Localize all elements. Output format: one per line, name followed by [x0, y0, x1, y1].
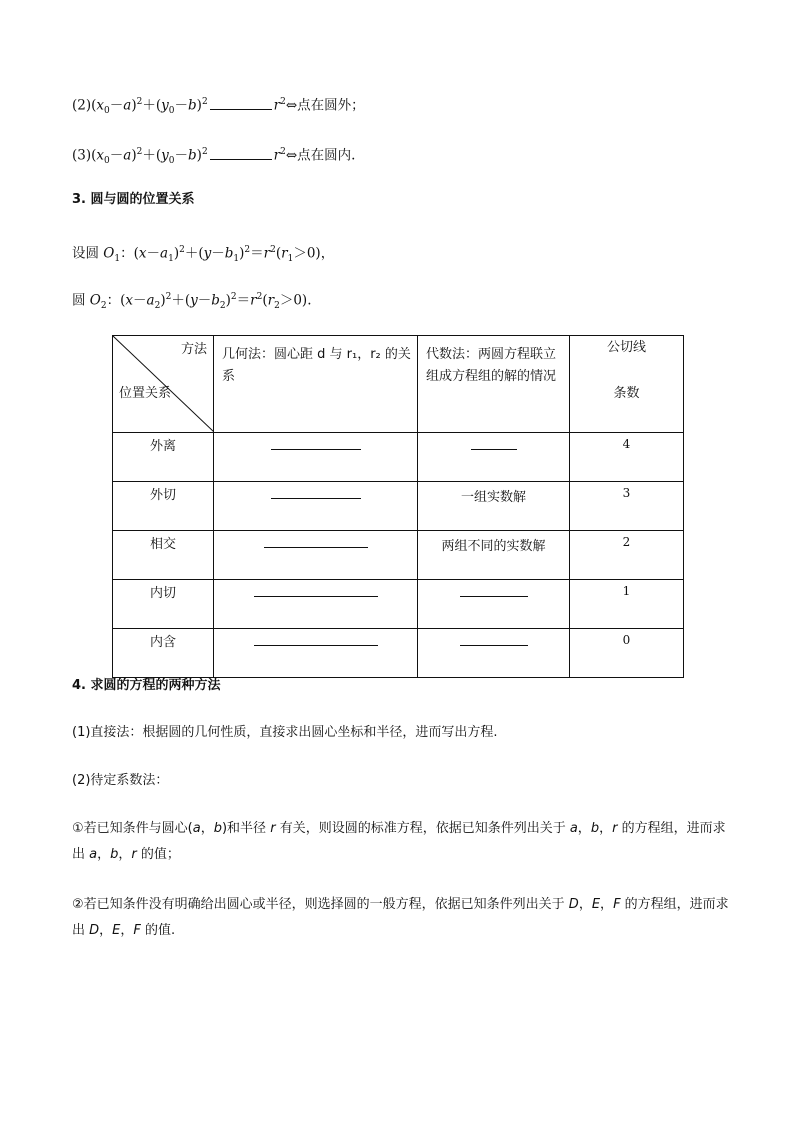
- geo-cell: [214, 531, 418, 580]
- answer-blank[interactable]: [210, 95, 272, 110]
- tangent-count: 1: [570, 580, 684, 629]
- geo-cell: [214, 433, 418, 482]
- row-label: 外切: [113, 482, 214, 531]
- answer-blank[interactable]: [254, 586, 378, 597]
- header-tangent-count: 公切线 条数: [570, 336, 684, 433]
- answer-blank[interactable]: [271, 439, 361, 450]
- circle-o1-equation: 设圆 $O_1$：$(x-a_1)^2+(y-b_1)^2=r^2(r_1>0)$，: [72, 245, 335, 265]
- paragraph-undetermined-coefficients: (2)待定系数法：: [72, 773, 169, 788]
- table-row: [113, 433, 684, 482]
- geo-cell: [214, 482, 418, 531]
- alg-cell: [418, 629, 570, 678]
- diagonal-header-cell: [113, 336, 214, 433]
- item-2: $(2)(x_0-a)^2+(y_0-b)^2$ $r^2\Leftrightarrow$点在圆外；: [72, 92, 365, 121]
- header-algebraic: 代数法：两圆方程联立组成方程组的解的情况: [418, 336, 570, 433]
- alg-cell: [418, 580, 570, 629]
- header-geometric: 几何法：圆心距 d 与 r₁，r₂ 的关系: [214, 336, 418, 433]
- tangent-count: 0: [570, 629, 684, 678]
- answer-blank[interactable]: [471, 439, 517, 450]
- geo-cell: [214, 629, 418, 678]
- row-label: 相交: [113, 531, 214, 580]
- paragraph-general-equation: ②若已知条件没有明确给出圆心或半径，则选择圆的一般方程，依据已知条件列出关于 D，E，F 的方程组，进而求出 D，E，F 的值.: [72, 897, 729, 938]
- tangent-count: 3: [570, 482, 684, 531]
- item-3: $(3)(x_0-a)^2+(y_0-b)^2$ $r^2\Leftrightarrow$点在圆内.: [72, 142, 355, 171]
- circle-relation-table: [112, 335, 684, 678]
- table-row: [113, 482, 684, 531]
- answer-blank[interactable]: [264, 537, 368, 548]
- alg-cell: [418, 433, 570, 482]
- header-relation-label: 位置关系: [119, 386, 172, 401]
- paragraph-standard-equation: ①若已知条件与圆心(a，b)和半径 r 有关，则设圆的标准方程，依据已知条件列出关于 a，b，r 的方程组，进而求出 a，b，r 的值；: [72, 821, 726, 862]
- answer-blank[interactable]: [271, 488, 361, 499]
- table-header-row: [113, 336, 684, 433]
- geo-cell: [214, 580, 418, 629]
- table-row: [113, 580, 684, 629]
- answer-blank[interactable]: [210, 145, 272, 160]
- section-4-heading: 4. 求圆的方程的两种方法: [72, 678, 221, 693]
- circle-o2-equation: 圆 $O_2$：$(x-a_2)^2+(y-b_2)^2=r^2(r_2>0)$.: [72, 292, 312, 312]
- row-label: 内含: [113, 629, 214, 678]
- table-row: [113, 531, 684, 580]
- row-label: 外离: [113, 433, 214, 482]
- table-row: [113, 629, 684, 678]
- answer-blank[interactable]: [460, 635, 528, 646]
- alg-cell: 两组不同的实数解: [418, 531, 570, 580]
- tangent-count: 4: [570, 433, 684, 482]
- alg-cell: 一组实数解: [418, 482, 570, 531]
- header-method-label: 方法: [180, 342, 207, 357]
- paragraph-direct-method: (1)直接法：根据圆的几何性质，直接求出圆心坐标和半径，进而写出方程.: [72, 725, 498, 740]
- tangent-count: 2: [570, 531, 684, 580]
- row-label: 内切: [113, 580, 214, 629]
- section-3-heading: 3. 圆与圆的位置关系: [72, 192, 195, 207]
- answer-blank[interactable]: [460, 586, 528, 597]
- answer-blank[interactable]: [254, 635, 378, 646]
